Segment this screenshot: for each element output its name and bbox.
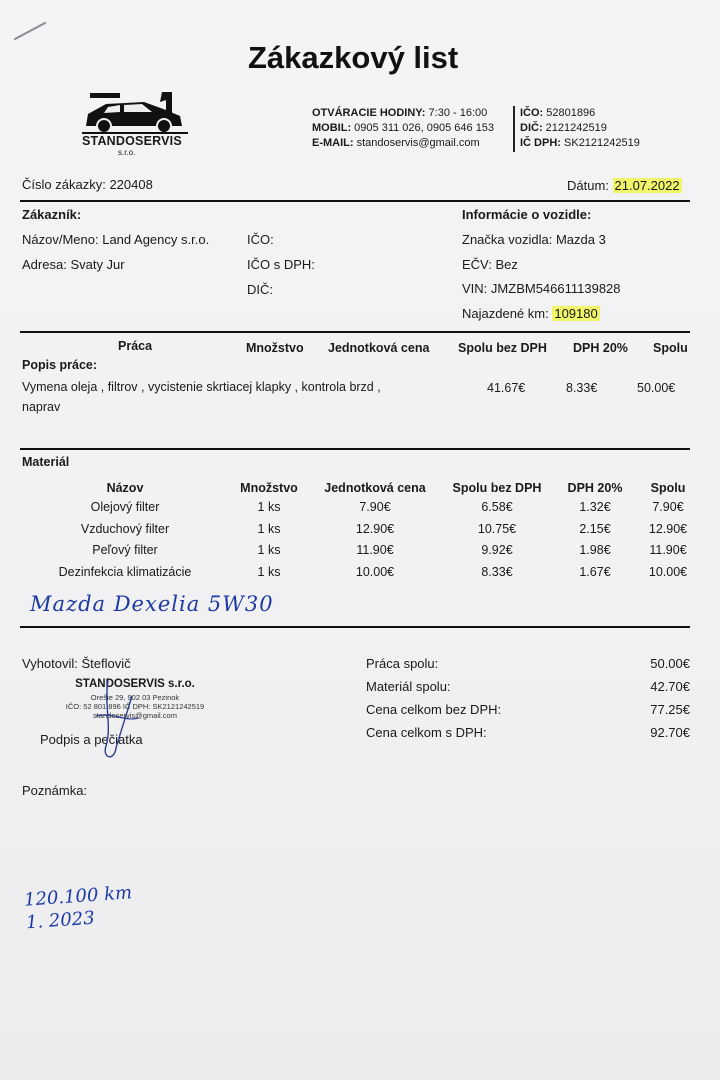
work-header-total: Spolu — [653, 341, 688, 355]
stamp-email: standoservis@gmail.com — [93, 711, 177, 720]
note-label: Poznámka: — [22, 783, 88, 798]
vehicle-brand-label: Značka vozidla: — [462, 232, 553, 247]
material-cell-qty: 1 ks — [257, 521, 281, 536]
hours-value: 7:30 - 16:00 — [428, 107, 488, 119]
total-value: 50.00€ — [650, 656, 690, 671]
vehicle-vin — [462, 281, 621, 296]
order-date — [567, 178, 682, 193]
company-dic-label: DIČ: — [520, 122, 543, 134]
customer-heading: Zákazník: — [22, 207, 82, 222]
stamp-name: STANDOSERVIS s.r.o. — [75, 678, 195, 690]
customer-dic: DIČ: — [247, 282, 273, 297]
company-contact — [312, 106, 494, 151]
material-cell-name: Vzduchový filter — [80, 521, 170, 536]
handwritten-signature — [86, 676, 146, 766]
company-ico-row — [520, 106, 640, 121]
work-header-prace: Práca — [118, 339, 153, 353]
material-cell-net: 8.33€ — [481, 564, 513, 579]
work-header-net: Spolu bez DPH — [458, 341, 547, 355]
logo-text: STANDOSERVIS — [82, 134, 182, 148]
company-ico-label: IČO: — [520, 107, 544, 119]
vehicle-vin-value: JMZBM546611139828 — [490, 281, 621, 296]
total-label: Cena celkom bez DPH: — [366, 702, 502, 717]
company-icdph-row — [520, 136, 640, 151]
material-cell-vat: 1.98€ — [579, 543, 611, 557]
work-desc-line2: naprav — [22, 400, 61, 414]
document-title: Zákazkový list — [248, 40, 459, 75]
material-cell-qty: 1 ks — [257, 564, 281, 579]
material-heading: Materiál — [22, 455, 70, 469]
staple-mark — [14, 22, 47, 41]
material-cell-unit: 12.90€ — [355, 521, 395, 536]
total-value: 42.70€ — [650, 679, 690, 694]
issued-by — [22, 656, 131, 671]
vehicle-vin-label: VIN: — [462, 281, 488, 296]
work-header-unit: Jednotková cena — [328, 341, 430, 355]
order-number-label: Číslo zákazky: — [22, 177, 106, 192]
material-cell-net: 9.92€ — [481, 543, 513, 557]
material-cell-vat: 1.32€ — [579, 500, 611, 514]
material-cell-unit: 11.90€ — [356, 543, 394, 557]
material-cell-qty: 1 ks — [257, 500, 281, 514]
order-number-value: 220408 — [109, 177, 153, 192]
vehicle-ecv-value: Bez — [495, 257, 518, 272]
company-ids — [520, 106, 640, 151]
vehicle-km — [462, 306, 600, 321]
work-header-qty: Množstvo — [246, 341, 304, 355]
order-number — [22, 177, 153, 192]
work-desc-line1: Vymena oleja , filtrov , vycistenie skrtiacej klapky , kontrola brzd , — [22, 380, 381, 394]
mobile-row — [312, 121, 494, 136]
material-header-net: Spolu bez DPH — [452, 481, 542, 495]
material-cell-total: 12.90€ — [648, 521, 688, 536]
order-date-label: Dátum: — [567, 178, 609, 193]
material-cell-name: Dezinfekcia klimatizácie — [58, 564, 192, 579]
divider-1 — [20, 200, 690, 202]
customer-ico: IČO: — [247, 232, 274, 247]
material-cell-total: 10.00€ — [648, 564, 688, 579]
divider-2 — [20, 331, 690, 333]
customer-name-value: Land Agency s.r.o. — [102, 232, 210, 247]
company-dic-value: 2121242519 — [545, 122, 607, 134]
material-cell-vat: 1.67€ — [579, 564, 611, 579]
material-cell-net: 6.58€ — [481, 500, 513, 514]
work-net: 41.67€ — [487, 381, 526, 395]
signature-label: Podpis a pečiatka — [40, 732, 143, 747]
vehicle-km-label: Najazdené km: — [462, 306, 549, 321]
total-label: Práca spolu: — [366, 656, 439, 671]
customer-icdph: IČO s DPH: — [247, 257, 315, 272]
work-total: 50.00€ — [637, 381, 676, 395]
customer-name-label: Názov/Meno: — [22, 232, 99, 247]
customer-address-value: Svaty Jur — [70, 257, 125, 272]
hours-label: OTVÁRACIE HODINY: — [312, 107, 426, 119]
material-cell-qty: 1 ks — [257, 543, 281, 557]
material-header-vat: DPH 20% — [567, 481, 623, 495]
vehicle-brand — [462, 232, 606, 247]
handwritten-date-note: 1. 2023 — [25, 907, 96, 934]
mobile-value: 0905 311 026, 0905 646 153 — [354, 122, 495, 134]
material-cell-name: Peľový filter — [92, 543, 158, 557]
vehicle-brand-value: Mazda 3 — [555, 232, 606, 247]
handwritten-oil-note: Mazda Dexelia 5W30 — [30, 592, 274, 616]
vehicle-ecv-label: EČV: — [462, 257, 492, 272]
company-icdph-label: IČ DPH: — [520, 137, 561, 149]
total-value: 92.70€ — [650, 725, 690, 740]
work-header-vat: DPH 20% — [573, 341, 628, 355]
logo-subtext: s.r.o. — [118, 148, 136, 157]
car-logo-icon — [80, 90, 190, 136]
company-ico-value: 52801896 — [546, 107, 596, 119]
material-cell-total: 11.90€ — [649, 543, 687, 557]
work-desc-label: Popis práce: — [22, 358, 98, 372]
material-cell-unit: 10.00€ — [355, 564, 395, 579]
vehicle-ecv — [462, 257, 518, 272]
handwritten-km-note: 120.100 km — [23, 882, 133, 911]
material-cell-name: Olejový filter — [90, 500, 160, 514]
email-value: standoservis@gmail.com — [356, 137, 480, 149]
customer-address-label: Adresa: — [22, 257, 67, 272]
divider-4 — [20, 626, 690, 628]
total-value: 77.25€ — [650, 702, 690, 717]
material-cell-unit: 7.90€ — [359, 500, 391, 514]
stamp-ids: IČO: 52 801 896 IČ DPH: SK2121242519 — [65, 702, 205, 711]
customer-address — [22, 257, 125, 272]
email-label: E-MAIL: — [312, 137, 354, 149]
customer-name — [22, 232, 209, 247]
total-label: Cena celkom s DPH: — [366, 725, 487, 740]
company-icdph-value: SK2121242519 — [564, 137, 640, 149]
vehicle-heading: Informácie o vozidle: — [462, 207, 592, 222]
issued-label: Vyhotovil: — [22, 656, 78, 671]
material-header-unit: Jednotková cena — [324, 481, 426, 495]
material-header-qty: Množstvo — [240, 481, 298, 495]
stamp-address: Orešie 29, 902 03 Pezinok — [90, 693, 180, 702]
order-date-value: 21.07.2022 — [614, 178, 680, 193]
divider-3 — [20, 448, 690, 450]
work-vat: 8.33€ — [566, 381, 598, 395]
company-logo — [80, 90, 190, 157]
material-header-name: Názov — [106, 481, 144, 495]
material-cell-vat: 2.15€ — [579, 521, 611, 536]
hours-row — [312, 106, 494, 121]
material-cell-total: 7.90€ — [652, 500, 684, 514]
mobile-label: MOBIL: — [312, 122, 352, 134]
company-dic-row — [520, 121, 640, 136]
email-row — [312, 136, 494, 151]
issued-value: Šteflovič — [81, 656, 131, 671]
vehicle-km-value: 109180 — [554, 306, 598, 321]
material-header-total: Spolu — [650, 481, 686, 495]
material-cell-net: 10.75€ — [477, 521, 517, 536]
contact-divider — [513, 106, 515, 152]
total-label: Materiál spolu: — [366, 679, 451, 694]
